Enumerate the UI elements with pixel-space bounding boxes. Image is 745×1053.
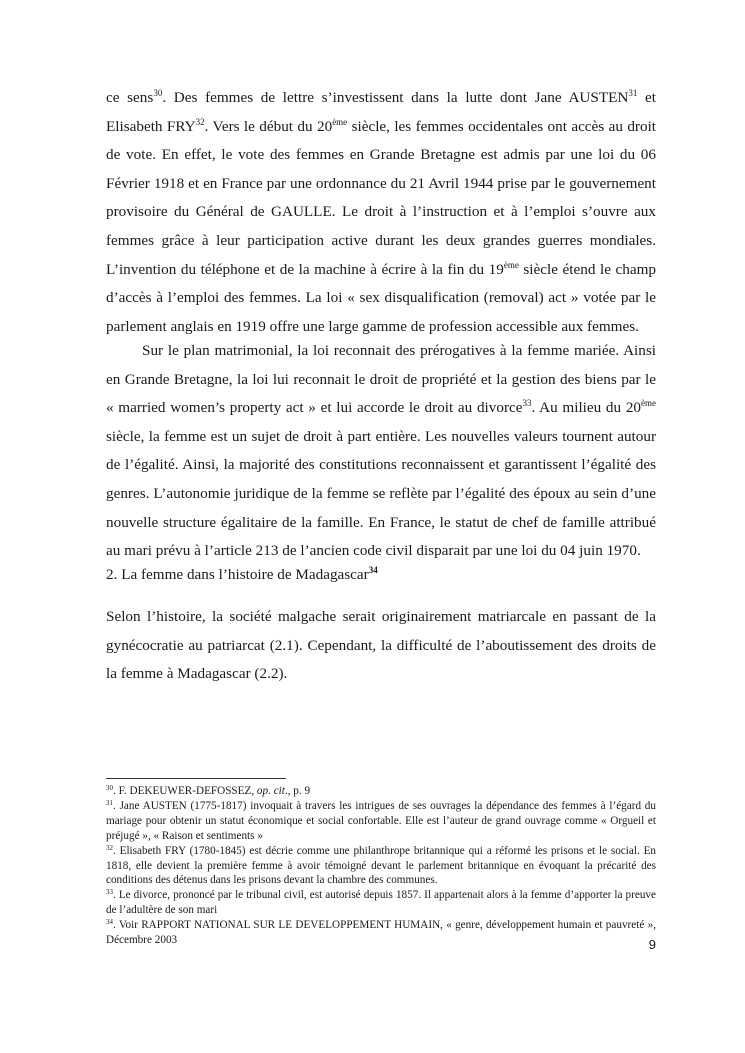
para2-text-1: Sur le plan matrimonial, la loi reconnait des prérogatives à la femme mariée. Ainsi en Grande Bretagne, la loi lui reconnait le droit de propriété et la gestion des biens par le « married women’s property act » et lui accorde le droit au divorce	[106, 342, 656, 417]
footnote-italic-text: op. cit	[256, 785, 285, 797]
para3-text: Selon l’histoire, la société malgache serait originairement matriarcale en passant de la gynécocratie au patriarcat (2.1). Cependant, la difficulté de l’aboutissement des droits de la femme à Madagascar (2.2).	[106, 608, 656, 683]
para2-text-3: siècle, la femme est un sujet de droit à part entière. Les nouvelles valeurs tournent autour de l’égalité. Ainsi, la majorité des constitutions reconnaissent et garantissent l’égalité des genres. L’autonomie juridique de la femme se reflète par l’égalité des époux au sein d’une nouvelle structure égalitaire de la famille. En France, le statut de chef de famille attribué au mari prévu à l’article 213 de l’ancien code civil disparait par une loi du 04 juin 1970.	[106, 427, 656, 560]
para1-text-4: . Vers le début du 20	[204, 117, 333, 135]
para1-text-6: siècle étend le champ d’accès à l’emploi des femmes. La loi « sex disqualification (removal) act » votée par le parlement anglais en 1919 offre une large gamme de profession accessible aux femmes.	[106, 260, 656, 335]
footnotes	[106, 784, 656, 948]
footnote-separator	[106, 778, 286, 779]
superscript-eme: ème	[332, 116, 348, 127]
footnote-number: 31	[106, 798, 113, 807]
footnote-ref-30[interactable]: 30	[153, 88, 163, 98]
footnote-number: 34	[106, 918, 113, 927]
footnote-text: . Le divorce, prononcé par le tribunal civil, est autorisé depuis 1857. Il appartenait alors à la femme d’apporter la preuve de l’adultère de son mari	[106, 889, 656, 917]
footnote-ref-31[interactable]: 31	[628, 88, 638, 98]
section-heading-text: 2. La femme dans l’histoire de Madagascar	[106, 566, 369, 583]
paragraph-matrimonial	[106, 337, 656, 566]
page-number: 9	[648, 937, 656, 952]
footnote-number: 30	[106, 784, 113, 792]
footnote-text: . Elisabeth FRY (1780-1845) est décrie comme une philanthrope britannique qui a réformé les prisons et le social. En 1818, elle devient la première femme à avoir témoigné devant le parlement britannique en évoquant la précarité des conditions des détenus dans les prisons devant la chambre des communes.	[106, 844, 656, 887]
footnote-text: . Voir RAPPORT NATIONAL SUR LE DEVELOPPEMENT HUMAIN, « genre, développement humain et pauvreté », Décembre 2003	[106, 919, 656, 947]
superscript-eme: ème	[641, 398, 657, 409]
footnote-number: 33	[106, 888, 113, 897]
footnote-32	[106, 844, 656, 889]
footnote-text: . Jane AUSTEN (1775-1817) invoquait à travers les intrigues de ses ouvrages la dépendance des femmes à l’égard du mariage pour obtenir un statut économique et social confortable. Elle est l’auteur de grand ouvrage comme « Orgueil et préjugé », « Raison et sentiments »	[106, 799, 656, 842]
para2-text-2: . Au milieu du 20	[531, 399, 642, 417]
para1-text-1: ce sens	[106, 89, 154, 106]
para1-text-2: . Des femmes de lettre s’investissent dans la lutte dont Jane AUSTEN	[162, 89, 629, 106]
para1-text-3: et Elisabeth FRY	[106, 89, 657, 135]
paragraph-women-rights-west	[106, 84, 656, 341]
footnote-text: . F. DEKEUWER-DEFOSSEZ,	[113, 785, 257, 797]
footnote-33	[106, 888, 656, 918]
footnote-34	[106, 918, 656, 948]
footnote-ref-33[interactable]: 33	[522, 398, 532, 409]
footnote-30	[106, 784, 656, 799]
footnote-ref-34[interactable]: 34	[368, 565, 378, 575]
footnote-number: 32	[106, 843, 113, 852]
para1-text-5: siècle, les femmes occidentales ont accès au droit de vote. En effet, le vote des femmes en Grande Bretagne est admis par une loi du 06 Février 1918 et en France par une ordonnance du 21 Avril 1944 prise par le gouvernement provisoire du Général de GAULLE. Le droit à l’instruction et à l’emploi s’ouvre aux femmes grâce à leur participation active durant les deux grandes guerres mondiales. L’invention du téléphone et de la machine à écrire à la fin du 19	[106, 117, 657, 278]
footnote-text-end: ., p. 9	[284, 785, 311, 797]
footnote-ref-32[interactable]: 32	[195, 116, 205, 127]
section-heading	[106, 561, 656, 590]
superscript-eme: ème	[503, 259, 519, 270]
footnote-31	[106, 799, 656, 844]
paragraph-madagascar-intro	[106, 603, 656, 689]
